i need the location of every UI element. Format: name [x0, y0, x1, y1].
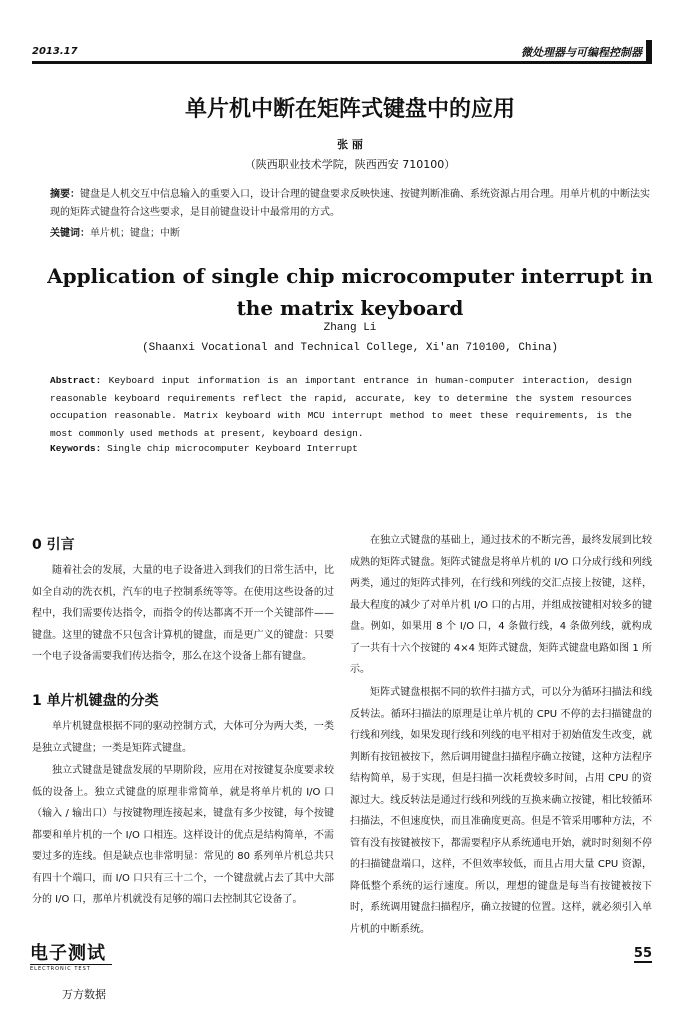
journal-logo [30, 944, 112, 973]
keywords-cn-label: 关键词： [50, 228, 90, 239]
header-rule [32, 61, 652, 64]
title-cn: 单片机中断在矩阵式键盘中的应用 [184, 97, 515, 122]
section-1-paragraph-1: 单片机键盘根据不同的驱动控制方式，大体可分为两大类，一类是独立式键盘；一类是矩阵式键盘。 [32, 721, 334, 754]
keywords-en [50, 443, 650, 454]
abstract-cn [50, 186, 650, 222]
abstract-en-text: Keyboard input information is an important entrance in human-computer interaction, design reasonable keyboard requirements reflect the rapid, accurate, key to determine the system resources occupation reasonable. Matrix keyboard with MCU interrupt method to meet these requirements, is the most commonly used methods at present, keyboard design. [50, 375, 633, 439]
abstract-cn-label: 摘要： [50, 189, 80, 200]
keywords-cn-text: 单片机；键盘；中断 [90, 228, 180, 239]
journal-column: 微处理器与可编程控制器 [521, 46, 642, 59]
abstract-cn-text: 键盘是人机交互中信息输入的重要入口，设计合理的键盘要求反映快速、按键判断准确、系统资源占用合理。用单片机的中断法实现的矩阵式键盘符合这些要求，是目前键盘设计中最常用的方式。 [50, 189, 650, 218]
author-en: Zhang Li [323, 322, 377, 334]
section-1-heading: 1 单片机键盘的分类 [32, 693, 159, 709]
abstract-en-label: Abstract: [50, 375, 102, 386]
abstract-en [50, 372, 632, 442]
header-bar [646, 40, 652, 61]
title-en: Application of single chip microcomputer interrupt in the matrix keyboard [47, 264, 653, 320]
section-1-paragraph-2: 独立式键盘是键盘发展的早期阶段，应用在对按键复杂度要求较低的设备上。独立式键盘的原理非常简单，就是将单片机的 I/O 口（输入 / 输出口）与按键物理连接起来，键盘有多少按键，每个按键都要和单片机的一个 I/O 口相连。这样设计的优点是结构简单，不需要过多的连线。但是缺点也非常明显：常见的 80 系列单片机总共只有四十个端口，而 I/O 口只有三十二个，一个键盘就占去了其中大部分的 I/O 口，那单片机就没有足够的端口去控制其它设备了。 [32, 765, 334, 905]
right-paragraph-2: 矩阵式键盘根据不同的软件扫描方式，可以分为循环扫描法和线反转法。循环扫描法的原理是让单片机的 CPU 不停的去扫描键盘的行线和列线，如果发现行线和列线的电平相对于初始值发生改变，就判断有按钮被按下，然后调用键盘扫描程序确立按键，这种方法程序结构简单，易于实现，但是扫描一次耗费较多时间，占用 CPU 的资源过大。线反转法是通过行线和列线的互换来确立按键，相比较循环扫描法，不但速度快，而且准确度更高。但是不管采用哪种方法，不管有没有按键被按下，都需要程序从系统通电开始，就时时刻刻不停的扫描键盘端口，这样，不但效率较低，而且占用大量 CPU 资源，降低整个系统的运行速度。所以，理想的键盘是每当有按键被按下时，系统调用键盘扫描程序，确立按键的位置。这样，就必须引入单片机的中断系统。 [350, 687, 652, 935]
affiliation-en: (Shaanxi Vocational and Technical College, Xi'an 710100, China) [142, 342, 558, 354]
keywords-en-label: Keywords: [50, 443, 102, 454]
source-label: 万方数据 [62, 988, 106, 1001]
logo-subtext: ELECTRONIC TEST [30, 964, 112, 973]
section-intro-heading: 0 引言 [32, 537, 75, 553]
keywords-cn [50, 224, 650, 239]
issue-number: 2013.17 [32, 46, 78, 57]
affiliation-cn: （陕西职业技术学院，陕西西安 710100） [244, 158, 456, 171]
keywords-en-text: Single chip microcomputer Keyboard Interrupt [107, 443, 358, 454]
author-cn: 张 丽 [337, 138, 363, 151]
right-paragraph-1: 在独立式键盘的基础上，通过技术的不断完善，最终发展到比较成熟的矩阵式键盘。矩阵式键盘是将单片机的 I/O 口分成行线和列线两类，通过的矩阵式排列，在行线和列线的交汇点接上按键，这样，最大程度的减少了对单片机 I/O 口的占用，并组成按键相对较多的键盘。例如，如果用 8 个 I/O 口，4 条做行线，4 条做列线，就构成了一共有十六个按键的 4×4 矩阵式键盘，矩阵式键盘电路如图 1 所示。 [350, 535, 652, 675]
intro-paragraph: 随着社会的发展，大量的电子设备进入到我们的日常生活中，比如全自动的洗衣机，汽车的电子控制系统等等。在使用这些设备的过程中，我们需要传达指令，而指令的传达都离不开一个关键部件——键盘。这里的键盘不只包含计算机的键盘，而是更广义的键盘：只要一个电子设备需要我们传达指令，那么在这个设备上都有键盘。 [32, 565, 334, 662]
logo-text: 电子测试 [30, 943, 106, 964]
page-number: 55 [633, 946, 652, 961]
